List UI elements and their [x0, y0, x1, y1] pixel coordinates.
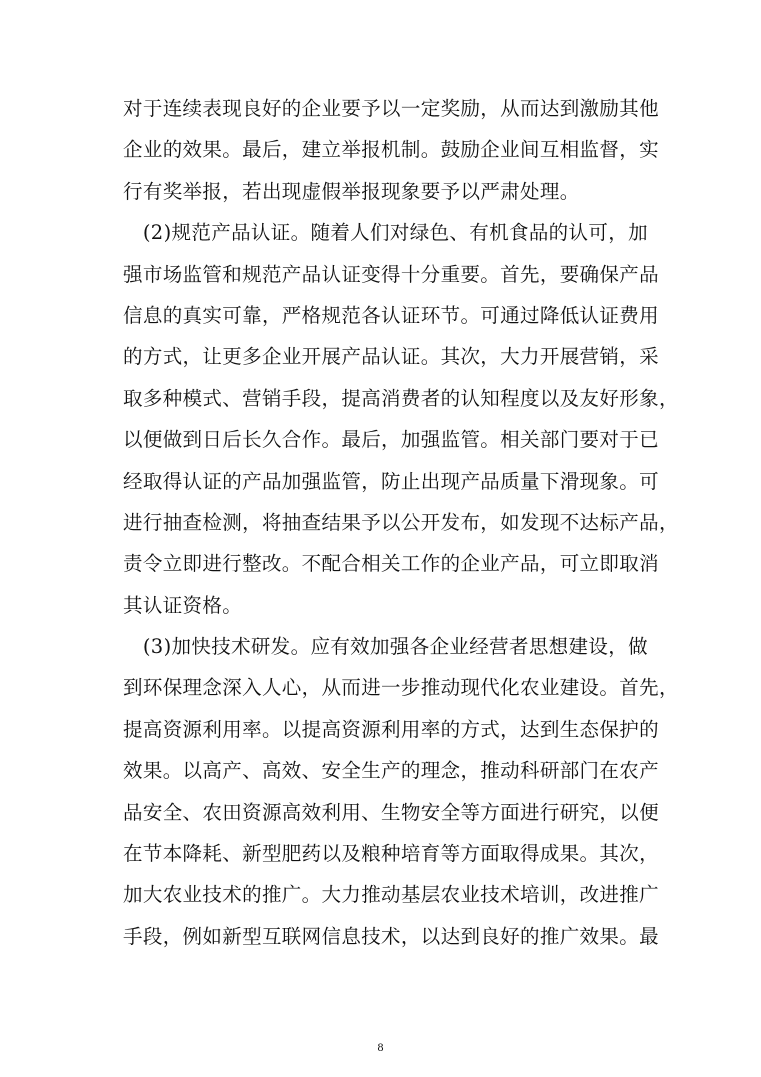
page-number: 8	[377, 1040, 384, 1054]
text-line: 经取得认证的产品加强监管，防止出现产品质量下滑现象。可	[123, 469, 659, 493]
text-line: 行有奖举报，若出现虚假举报现象要予以严肃处理。	[123, 179, 580, 203]
text-line: 强市场监管和规范产品认证变得十分重要。首先，要确保产品	[123, 262, 659, 286]
text-line: 品安全、农田资源高效利用、生物安全等方面进行研究，以便	[123, 800, 659, 824]
text-line: 的方式，让更多企业开展产品认证。其次，大力开展营销，采	[123, 345, 659, 369]
text-line: 责令立即进行整改。不配合相关工作的企业产品，可立即取消	[123, 552, 659, 576]
text-line: 信息的真实可靠，严格规范各认证环节。可通过降低认证费用	[123, 303, 659, 327]
text-line: 效果。以高产、高效、安全生产的理念，推动科研部门在农产	[123, 759, 659, 783]
text-line: 以便做到日后长久合作。最后，加强监管。相关部门要对于已	[123, 428, 659, 452]
text-line: 企业的效果。最后，建立举报机制。鼓励企业间互相监督，实	[123, 138, 659, 162]
paragraph-3-first-line: (3)加快技术研发。应有效加强各企业经营者思想建设，做	[123, 635, 648, 659]
text-line: 加大农业技术的推广。大力推动基层农业技术培训，改进推广	[123, 883, 659, 907]
text-line: 在节本降耗、新型肥药以及粮种培育等方面取得成果。其次，	[123, 842, 659, 866]
text-line: 到环保理念深入人心，从而进一步推动现代化农业建设。首先，	[123, 676, 679, 700]
text-line: 其认证资格。	[123, 593, 243, 617]
text-line: 提高资源利用率。以提高资源利用率的方式，达到生态保护的	[123, 717, 659, 741]
body-text	[123, 88, 679, 957]
text-line: 手段，例如新型互联网信息技术，以达到良好的推广效果。最	[123, 924, 659, 948]
text-line: 取多种模式、营销手段，提高消费者的认知程度以及友好形象，	[123, 386, 679, 410]
paragraph-2-first-line: (2)规范产品认证。随着人们对绿色、有机食品的认可，加	[123, 221, 648, 245]
text-line: 对于连续表现良好的企业要予以一定奖励，从而达到激励其他	[123, 97, 659, 120]
text-line: 进行抽查检测，将抽查结果予以公开发布，如发现不达标产品，	[123, 510, 679, 534]
